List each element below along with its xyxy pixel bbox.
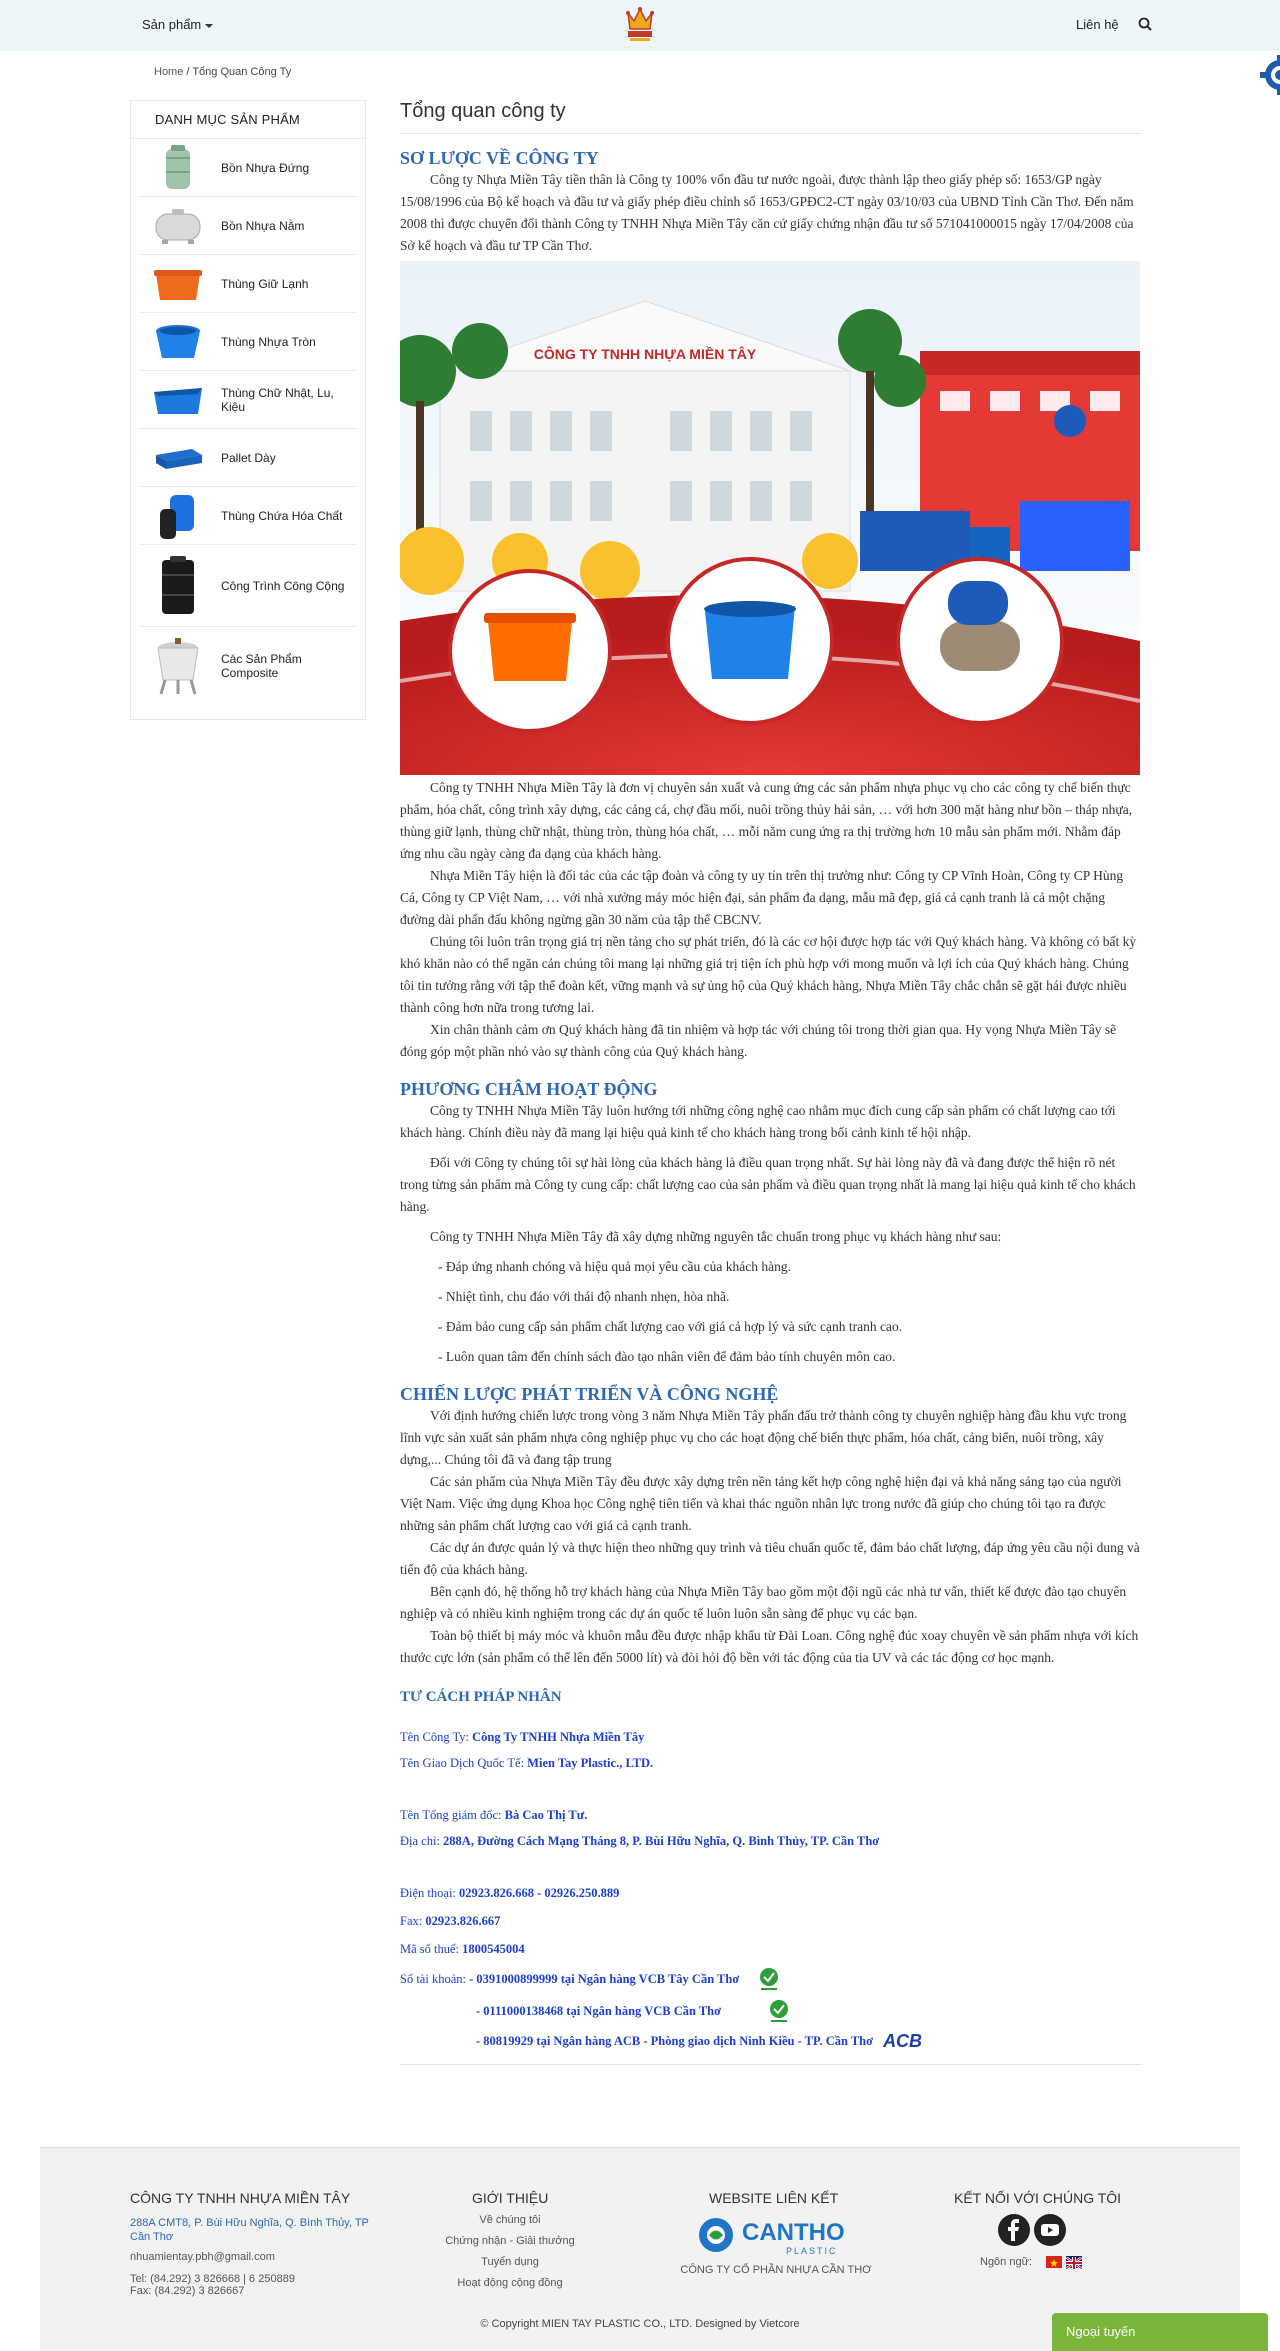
sidebar-item-thung-chua-hoa-chat[interactable] [139,487,357,545]
principle-bullet: - Nhiệt tình, chu đáo với thái độ nhanh nhẹn, hòa nhã. [438,1289,730,1304]
public-tank-icon [151,551,205,621]
footer-link-certificates[interactable]: Chứng nhận - Giải thưởng [445,2235,575,2247]
copyright-text: © Copyright MIEN TAY PLASTIC CO., LTD. Designed by Vietcore [480,2318,800,2330]
sidebar-item-cong-trinh-cong-cong[interactable] [139,545,357,627]
flag-uk-icon[interactable] [1066,2256,1082,2268]
search-icon[interactable] [1138,17,1152,31]
footer-website-title: WEBSITE LIÊN KẾT [709,2190,839,2206]
footer-connect-title: KẾT NỐI VỚI CHÚNG TÔI [954,2190,1122,2206]
products-menu-button[interactable] [142,17,213,32]
site-logo[interactable] [622,5,658,43]
strategy-paragraph: Toàn bộ thiết bị máy móc và khuôn mẫu đều được nhập khẩu từ Đài Loan. Công nghệ đúc xoay chuyên về sản phẩm nhựa với kích thước cực lớn (sản phẩm có thể lên đến 5000 lít) và đòi hỏi độ bền với tác động của tia UV và các tác động cơ học mạnh. [400,1628,1139,1665]
legal-bank-account: - 0111000138468 tại Ngân hàng VCB Cần Thơ [400,1998,1142,2024]
principle-bullet: - Đáp ứng nhanh chóng và hiệu quả mọi yêu cầu của khách hàng. [438,1259,791,1274]
sidebar-item-label: Bồn Nhựa Nằm [221,218,305,233]
legal-director: Tên Tổng giám đốc: Bà Cao Thị Tư. [400,1808,588,1822]
sidebar-item-label: Thùng Chữ Nhật, Lu, Kiệu [221,385,334,414]
product-category-sidebar [130,100,366,720]
footer-intro-title: GIỚI THIỆU [472,2190,549,2206]
strategy-paragraph: Với định hướng chiến lược trong vòng 3 năm Nhựa Miền Tây phấn đấu trở thành công ty chuyên nghiệp hàng đầu khu vực trong lĩnh vực sản xuất sản phẩm nhựa công nghiệp phục vụ cho các hoạt động chế biến thực phẩm, hóa chất, cảng biển, nuôi trồng, xây dựng,... Chúng tôi đã và đang tập trung [400,1408,1127,1467]
caret-down-icon [205,24,213,28]
legal-intl-name: Tên Giao Dịch Quốc Tế: Mien Tay Plastic., LTD. [400,1756,654,1770]
legal-bank-account: Số tài khoản: - 0391000899999 tại Ngân hàng VCB Tây Cần Thơ [400,1966,1142,1992]
section-heading-legal: TƯ CÁCH PHÁP NHÂN [400,1689,562,1705]
legal-info-block [400,1728,1142,2050]
horizontal-tank-icon [151,200,205,252]
legal-phone: Điện thoại: 02923.826.668 - 02926.250.889 [400,1886,620,1900]
pallet-icon [151,432,205,484]
sidebar-title: DANH MỤC SẢN PHẨM [131,101,365,139]
round-bin-icon [151,316,205,368]
sidebar-item-composite[interactable] [139,627,357,705]
section-heading-principles: PHƯƠNG CHÂM HOẠT ĐỘNG [400,1079,658,1099]
sidebar-item-bon-nhua-nam[interactable] [139,197,357,255]
strategy-paragraph: Các sản phẩm của Nhựa Miền Tây đều được xây dựng trên nền tảng kết hợp công nghệ hiện đại và khả năng sáng tạo của người Việt Nam. Việc ứng dụng Khoa học Công nghệ tiên tiến và khai thác nguồn nhân lực trong nước đã giúp cho chúng tôi tạo ra được những sản phẩm chất lượng cao với giá cả cạnh tranh. [400,1474,1122,1533]
footer-company-title: CÔNG TY TNHH NHỰA MIỀN TÂY [130,2190,351,2206]
sidebar-item-thung-chu-nhat[interactable] [139,371,357,429]
footer-address[interactable]: 288A CMT8, P. Bùi Hữu Nghĩa, Q. Bình Thủy, TP Cần Thơ [130,2217,369,2243]
cantho-caption: CÔNG TY CỔ PHẦN NHỰA CẦN THƠ [680,2264,872,2276]
principle-bullet: - Luôn quan tâm đến chính sách đào tạo nhân viên để đảm bảo tính chuyên môn cao. [438,1349,896,1364]
overview-paragraph: Xin chân thành cảm ơn Quý khách hàng đã tin nhiệm và hợp tác với chúng tôi trong thời gian qua. Hy vọng Nhựa Miền Tây sẽ đóng góp một phần nhỏ vào sự thành công của Quý khách hàng. [400,1022,1117,1059]
principle-bullet: - Đảm bảo cung cấp sản phẩm chất lượng cao với giá cả hợp lý và sức cạnh tranh cao. [438,1319,903,1334]
breadcrumb: Home / Tổng Quan Công Ty [154,66,292,78]
acb-logo: ACB [883,2031,923,2051]
breadcrumb-home-link[interactable]: Home [154,66,184,78]
legal-fax: Fax: 02923.826.667 [400,1914,501,1928]
sidebar-item-label: Thùng Nhựa Tròn [221,334,316,349]
page-title: Tổng quan công ty [400,100,1142,134]
section-heading-strategy: CHIẾN LƯỢC PHÁT TRIỂN VÀ CÔNG NGHỆ [400,1384,779,1404]
standing-tank-icon [151,142,205,194]
company-hero-image [400,261,1140,775]
contact-link[interactable]: Liên hệ [1076,17,1119,32]
rectangular-tub-icon [151,374,205,426]
footer-tel: Tel: (84.292) 3 826668 | 6 250889 [130,2273,295,2285]
footer-link-community[interactable]: Hoạt động cộng đồng [457,2277,563,2289]
sidebar-item-label: Bồn Nhựa Đứng [221,160,310,175]
cantho-logo-sub-text: PLASTIC [786,2246,838,2256]
footer-fax: Fax: (84.292) 3 826667 [130,2285,245,2297]
settings-gear-icon[interactable] [1258,50,1280,100]
footer-email[interactable]: nhuamientay.pbh@gmail.com [130,2251,275,2263]
strategy-paragraph: Bên cạnh đó, hệ thống hỗ trợ khách hàng của Nhựa Miền Tây bao gồm một đội ngũ các nhà tư vấn, thiết kế được đào tạo chuyên nghiệp và có nhiều kinh nghiệm trong các dự án quốc tế luôn luôn sẵn sàng để phục vụ các bạn. [400,1584,1127,1621]
offline-chat-button[interactable]: Ngoại tuyến [1052,2313,1268,2351]
composite-tank-icon [151,633,205,699]
sidebar-item-pallet-day[interactable] [139,429,357,487]
principles-paragraph: Đối với Công ty chúng tôi sự hài lòng của khách hàng là điều quan trọng nhất. Sự hài lòng này đã và đang được thể hiện rõ nét trong từng sản phẩm mà Công ty cung cấp: chất lượng cao của sản phẩm và điều quan trọng nhất là mang lại hiệu quả kinh tế cho khách hàng. [400,1155,1136,1214]
cooler-box-icon [151,258,205,310]
sidebar-item-label: Các Sản Phẩm Composite [221,652,302,680]
footer-link-about[interactable]: Về chúng tôi [479,2214,541,2226]
legal-address: Địa chỉ: 288A, Đường Cách Mạng Tháng 8, P. Bùi Hữu Nghĩa, Q. Bình Thủy, TP. Cần Thơ [400,1834,880,1848]
legal-company-name: Tên Công Ty: Công Ty TNHH Nhựa Miền Tây [400,1730,645,1744]
principles-paragraph: Công ty TNHH Nhựa Miền Tây đã xây dựng những nguyên tắc chuẩn trong phục vụ khách hàng như sau: [430,1229,1002,1244]
hero-building-sign: CÔNG TY TNHH NHỰA MIỀN TÂY [533,346,757,362]
vietcombank-logo-icon [767,1998,791,2024]
sidebar-item-thung-nhua-tron[interactable] [139,313,357,371]
sidebar-item-label: Thùng Chứa Hóa Chất [221,508,343,523]
overview-paragraph: Chúng tôi luôn trân trọng giá trị nền tảng cho sự phát triển, đó là các cơ hội được hợp tác với Quý khách hàng. Và không có bất kỳ khó khăn nào có thể ngăn cản chúng tôi mang lại những giá trị tiện ích phù hợp với mong muốn và lợi ích của Quý khách hàng. Chúng tôi tin tưởng rằng với tập thể đoàn kết, vững mạnh và sự ủng hộ của Quý khách hàng, Nhựa Miền Tây chắc chắn sẽ gặt hái được nhiều thành công hơn nữa trong tương lai. [400,934,1137,1015]
sidebar-item-label: Công Trình Công Cộng [221,578,345,593]
sidebar-item-label: Thùng Giữ Lạnh [221,276,309,291]
legal-tax-code: Mã số thuế: 1800545004 [400,1942,525,1956]
strategy-paragraph: Các dự án được quản lý và thực hiện theo những quy trình và tiêu chuẩn quốc tế, đảm bảo chất lượng, đáp ứng yêu cầu nội dung và tiến độ của khách hàng. [400,1540,1140,1577]
products-menu-label: Sản phẩm [142,17,202,32]
sidebar-item-label: Pallet Dày [221,450,276,465]
top-navbar [0,0,1280,50]
cantho-plastic-logo[interactable] [694,2212,864,2258]
chemical-drum-icon [151,490,205,542]
overview-paragraph: Công ty TNHH Nhựa Miền Tây là đơn vị chuyên sản xuất và cung ứng các sản phẩm nhựa phục vụ cho các công ty chế biến thực phẩm, hóa chất, công trình xây dựng, các cảng cá, chợ đầu mối, nuôi trồng thủy hải sản, … với hơn 300 mặt hàng như bồn – tháp nhựa, thùng giữ lạnh, thùng chữ nhật, thùng tròn, thùng hóa chất, … mỗi năm cung ứng ra thị trường hơn 10 mẫu sản phẩm mới. Nhằm đáp ứng nhu cầu ngày càng đa dạng của khách hàng. [400,780,1133,861]
overview-paragraph: Nhựa Miền Tây hiện là đối tác của các tập đoàn và công ty uy tín trên thị trường như: Công ty CP Vĩnh Hoàn, Công ty CP Hùng Cá, Công ty CP Việt Nam, … với nhà xưởng máy móc hiện đại, sản phẩm đa dạng, mẫu mã đẹp, giá cả cạnh tranh là cả một chặng đường dài phấn đấu không ngừng gần 30 năm của tập thể CBCNV. [400,868,1124,927]
breadcrumb-current: Tổng Quan Công Ty [192,66,292,78]
section-heading-overview: SƠ LƯỢC VỀ CÔNG TY [400,148,599,168]
flag-vietnam-icon[interactable] [1046,2256,1062,2268]
main-content [400,100,1142,2065]
facebook-icon[interactable] [998,2214,1030,2246]
legal-bank-account: - 80819929 tại Ngân hàng ACB - Phòng giao dịch Ninh Kiều - TP. Cần Thơ ACB [476,2031,923,2051]
cantho-logo-main-text: CANTHO [742,2219,845,2246]
vietcombank-logo-icon [757,1966,781,1992]
principles-paragraph: Công ty TNHH Nhựa Miền Tây luôn hướng tới những công nghệ cao nhằm mục đích cung cấp sản phẩm có chất lượng cao tới khách hàng. Chính điều này đã mang lại hiệu quả kinh tế cho khách hàng trong bối cảnh kinh tế hội nhập. [400,1103,1116,1140]
overview-paragraph: Công ty Nhựa Miền Tây tiền thân là Công ty 100% vốn đầu tư nước ngoài, được thành lập theo giấy phép số: 1653/GP ngày 15/08/1996 của Bộ kế hoạch và đầu tư và giấy phép điều chỉnh số 1653/GPĐC2-CT ngày 03/10/03 của UBND Tỉnh Cần Thơ. Đến năm 2008 thì được chuyển đổi thành Công ty TNHH Nhựa Miền Tây căn cứ giấy chứng nhận đầu tư số 571041000015 ngày 17/04/2008 của Sở kế hoạch và đầu tư TP Cần Thơ. [400,172,1134,253]
sidebar-item-bon-nhua-dung[interactable] [139,139,357,197]
youtube-icon[interactable] [1034,2214,1066,2246]
content-divider [400,2064,1142,2065]
language-label: Ngôn ngữ: [980,2256,1033,2268]
footer-link-careers[interactable]: Tuyển dụng [481,2256,539,2268]
sidebar-item-thung-giu-lanh[interactable] [139,255,357,313]
